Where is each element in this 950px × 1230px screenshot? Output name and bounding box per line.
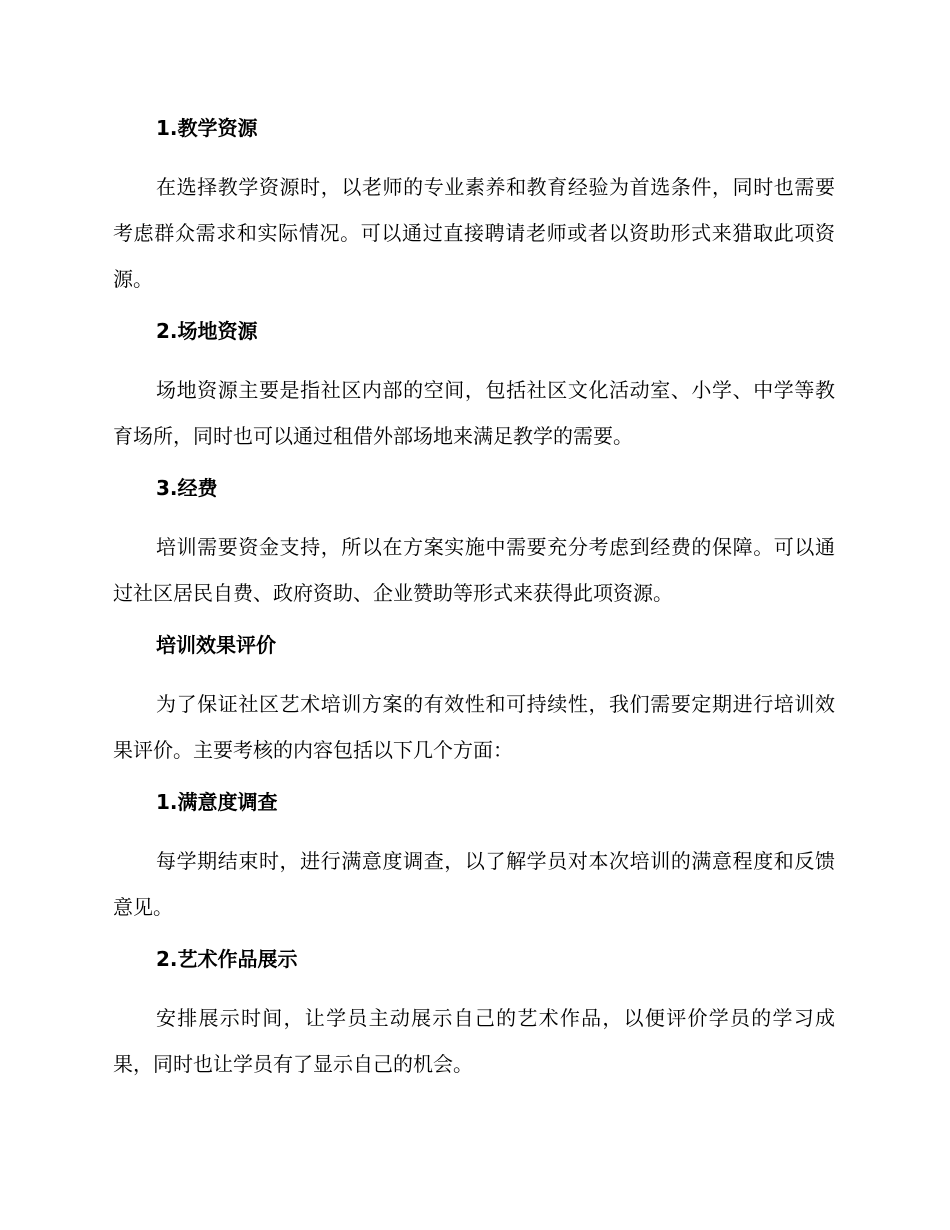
paragraph-training-evaluation: 为了保证社区艺术培训方案的有效性和可持续性，我们需要定期进行培训效果评价。主要考核的内容包括以下几个方面： xyxy=(113,692,835,762)
paragraph-venue-resources: 场地资源主要是指社区内部的空间，包括社区文化活动室、小学、中学等教育场所，同时也可以通过租借外部场地来满足教学的需要。 xyxy=(113,378,835,448)
document-body xyxy=(113,113,835,1087)
section-heading-artwork-exhibition: 2.艺术作品展示 xyxy=(156,947,298,971)
paragraph-funding: 培训需要资金支持，所以在方案实施中需要充分考虑到经费的保障。可以通过社区居民自费、政府资助、企业赞助等形式来获得此项资源。 xyxy=(113,535,835,605)
section-heading-teaching-resources: 1.教学资源 xyxy=(156,116,258,140)
section-heading-funding: 3.经费 xyxy=(156,476,218,500)
paragraph-teaching-resources: 在选择教学资源时，以老师的专业素养和教育经验为首选条件，同时也需要考虑群众需求和实际情况。可以通过直接聘请老师或者以资助形式来猎取此项资源。 xyxy=(113,175,835,291)
section-heading-venue-resources: 2.场地资源 xyxy=(156,319,258,343)
section-heading-training-evaluation: 培训效果评价 xyxy=(156,633,276,657)
paragraph-artwork-exhibition: 安排展示时间，让学员主动展示自己的艺术作品，以便评价学员的学习成果，同时也让学员有了显示自己的机会。 xyxy=(113,1006,835,1076)
paragraph-satisfaction-survey: 每学期结束时，进行满意度调查，以了解学员对本次培训的满意程度和反馈意见。 xyxy=(113,849,835,919)
section-heading-satisfaction-survey: 1.满意度调查 xyxy=(156,790,278,814)
